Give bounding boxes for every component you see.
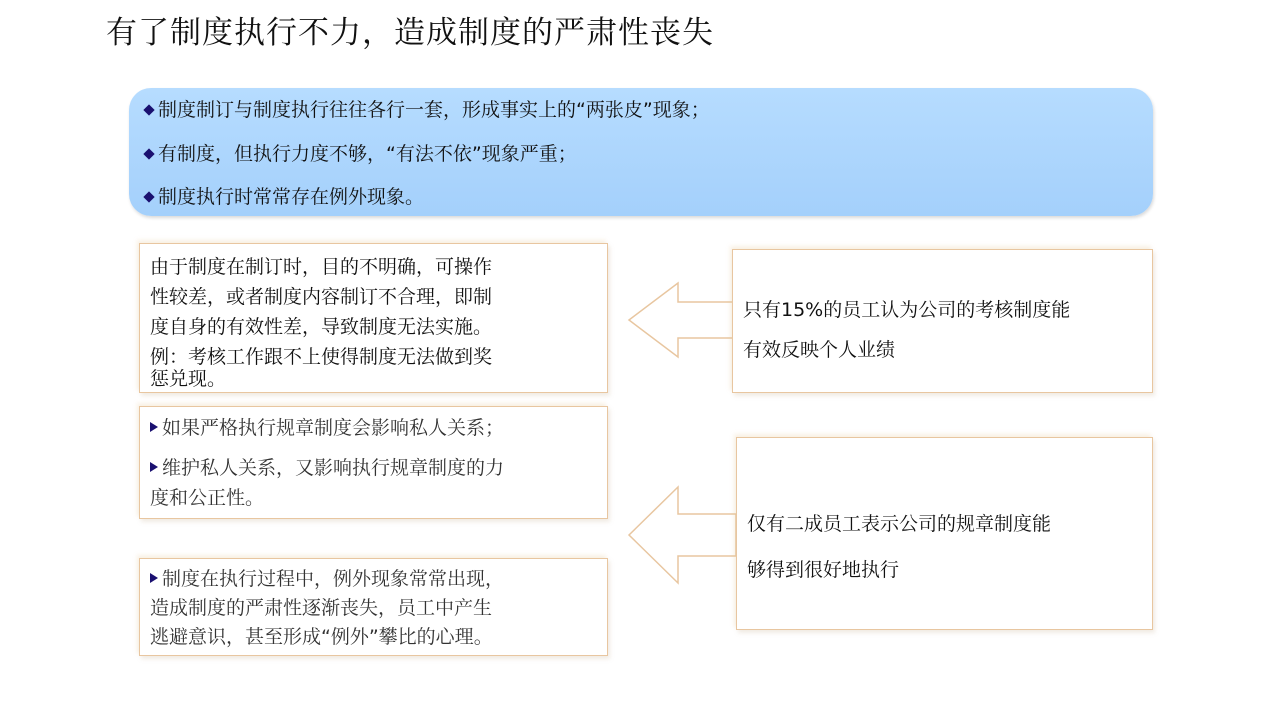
summary-item-text: 制度执行时常常存在例外现象。 [158, 186, 425, 208]
summary-item [145, 142, 577, 166]
relations-item [150, 413, 504, 443]
evidence-text-line: 有效反映个人业绩 [743, 339, 896, 361]
diamond-bullet-icon [143, 148, 154, 159]
relations-item-continuation: 度和公正性。 [150, 487, 265, 509]
evidence-text-line: 够得到很好地执行 [747, 559, 900, 581]
cause-text-line: 性较差，或者制度内容制订不合理，即制 [150, 286, 493, 308]
evidence-box-rules [736, 437, 1153, 630]
exceptions-text-line: 造成制度的严肃性逐渐丧失，员工中产生 [150, 597, 493, 619]
left-arrow-icon [628, 282, 738, 358]
summary-panel [129, 88, 1153, 216]
page-title: 有了制度执行不力，造成制度的严肃性丧失 [106, 15, 714, 51]
cause-box-exceptions [139, 558, 608, 656]
triangle-bullet-icon [150, 573, 158, 583]
triangle-bullet-icon [150, 422, 158, 432]
cause-text-line: 例：考核工作跟不上使得制度无法做到奖 [150, 346, 493, 368]
cause-text-line: 由于制度在制订时，目的不明确，可操作 [150, 256, 493, 278]
cause-text-line: 度自身的有效性差，导致制度无法实施。 [150, 316, 493, 338]
relations-item [150, 453, 504, 483]
summary-item [145, 98, 710, 122]
relations-item-text: 如果严格执行规章制度会影响私人关系； [162, 417, 505, 439]
evidence-box-assessment [732, 249, 1153, 393]
cause-box-design [139, 243, 608, 393]
diamond-bullet-icon [143, 191, 154, 202]
summary-item-text: 制度制订与制度执行往往各行一套，形成事实上的“两张皮”现象； [158, 99, 710, 121]
summary-item [145, 185, 424, 209]
exceptions-text-line: 逃避意识，甚至形成“例外”攀比的心理。 [150, 626, 493, 648]
diamond-bullet-icon [143, 104, 154, 115]
triangle-bullet-icon [150, 462, 158, 472]
cause-box-relations [139, 406, 608, 519]
summary-item-text: 有制度，但执行力度不够，“有法不依”现象严重； [158, 143, 577, 165]
cause-text-line: 惩兑现。 [150, 368, 227, 390]
left-arrow-icon [628, 486, 738, 584]
exceptions-text-line: 制度在执行过程中，例外现象常常出现， [162, 568, 505, 590]
evidence-text-line: 仅有二成员工表示公司的规章制度能 [747, 513, 1052, 535]
relations-item-text: 维护私人关系，又影响执行规章制度的力 [162, 457, 505, 479]
exceptions-item [150, 565, 504, 594]
evidence-text-line: 只有15%的员工认为公司的考核制度能 [743, 299, 1071, 321]
